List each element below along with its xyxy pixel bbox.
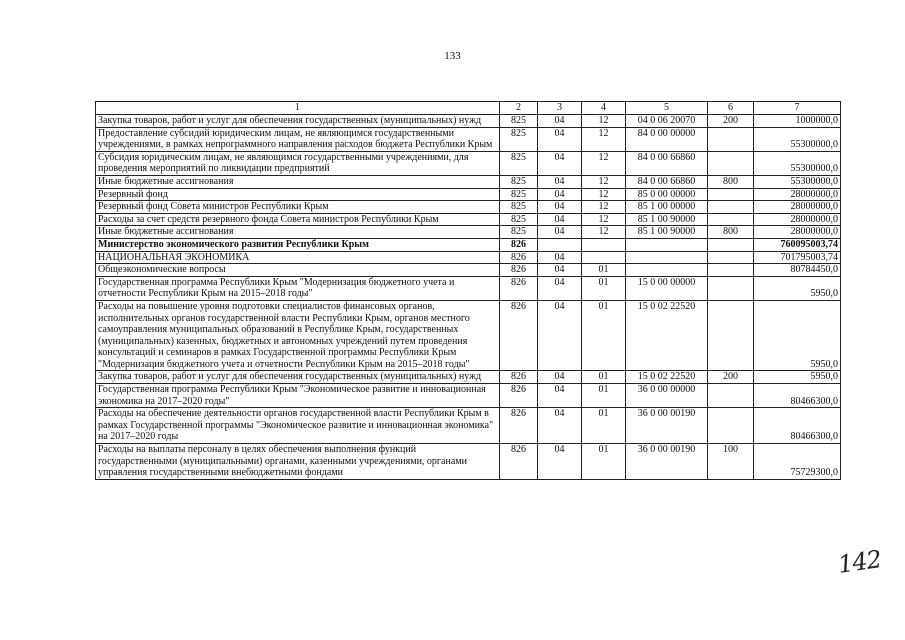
amount: 28000000,0 xyxy=(754,201,841,214)
row-name: Закупка товаров, работ и услуг для обеспечения государственных (муниципальных) нужд xyxy=(96,371,500,384)
amount: 55300000,0 xyxy=(754,175,841,188)
table-row xyxy=(96,276,841,300)
row-name: Расходы на обеспечение деятельности органов государственной власти Республики Крым в рамках Государственной программы "Экономическое развитие и инновационная экономика" на 2017–2020 годы xyxy=(96,408,500,444)
section-code: 04 xyxy=(538,276,582,300)
admin-code: 826 xyxy=(500,251,538,264)
table-row xyxy=(96,115,841,128)
expense-type-code: 800 xyxy=(708,226,754,239)
expense-type-code: 800 xyxy=(708,175,754,188)
section-code: 04 xyxy=(538,201,582,214)
admin-code: 826 xyxy=(500,276,538,300)
expense-type-code: 200 xyxy=(708,371,754,384)
target-article-code: 04 0 06 20070 xyxy=(626,115,708,128)
table-row xyxy=(96,175,841,188)
target-article-code xyxy=(626,251,708,264)
expense-type-code xyxy=(708,408,754,444)
column-header: 5 xyxy=(626,102,708,115)
amount: 75729300,0 xyxy=(754,444,841,480)
subsection-code: 01 xyxy=(582,276,626,300)
table-row xyxy=(96,300,841,371)
admin-code: 825 xyxy=(500,188,538,201)
subsection-code: 12 xyxy=(582,151,626,175)
amount: 701795003,74 xyxy=(754,251,841,264)
row-name: Общеэкономические вопросы xyxy=(96,264,500,277)
target-article-code: 85 1 00 90000 xyxy=(626,213,708,226)
table-row xyxy=(96,213,841,226)
row-name: НАЦИОНАЛЬНАЯ ЭКОНОМИКА xyxy=(96,251,500,264)
table-row xyxy=(96,201,841,214)
expense-type-code xyxy=(708,300,754,371)
admin-code: 825 xyxy=(500,151,538,175)
expense-type-code xyxy=(708,213,754,226)
row-name: Расходы на повышение уровня подготовки специалистов финансовых органов, исполнительных органов государственной власти Республики Крым, органов местного самоуправления муниципальных образований в Республике Крым, государственных (муниципальных) казенных, бюджетных и автономных учреждений путем проведения консультаций и семинаров в рамках Государственной программы Республики Крым "Модернизация бюджетного учета и отчетности Республики Крым на 2015–2018 годы" xyxy=(96,300,500,371)
target-article-code: 84 0 00 00000 xyxy=(626,127,708,151)
subsection-code: 12 xyxy=(582,115,626,128)
row-name: Иные бюджетные ассигнования xyxy=(96,175,500,188)
amount: 5950,0 xyxy=(754,276,841,300)
table-row xyxy=(96,251,841,264)
amount: 28000000,0 xyxy=(754,226,841,239)
section-code: 04 xyxy=(538,175,582,188)
target-article-code: 85 0 00 00000 xyxy=(626,188,708,201)
expense-type-code xyxy=(708,276,754,300)
column-header: 6 xyxy=(708,102,754,115)
section-code: 04 xyxy=(538,226,582,239)
subsection-code: 12 xyxy=(582,188,626,201)
table-row xyxy=(96,127,841,151)
admin-code: 825 xyxy=(500,226,538,239)
expense-type-code xyxy=(708,127,754,151)
admin-code: 826 xyxy=(500,300,538,371)
expense-type-code xyxy=(708,384,754,408)
subsection-code: 01 xyxy=(582,264,626,277)
expense-type-code xyxy=(708,251,754,264)
budget-table xyxy=(95,101,841,480)
expense-type-code xyxy=(708,238,754,251)
subsection-code: 01 xyxy=(582,444,626,480)
section-code: 04 xyxy=(538,188,582,201)
section-code: 04 xyxy=(538,264,582,277)
table-row xyxy=(96,384,841,408)
section-code: 04 xyxy=(538,127,582,151)
section-code: 04 xyxy=(538,408,582,444)
section-code: 04 xyxy=(538,384,582,408)
row-name: Закупка товаров, работ и услуг для обеспечения государственных (муниципальных) нужд xyxy=(96,115,500,128)
section-code: 04 xyxy=(538,151,582,175)
admin-code: 826 xyxy=(500,264,538,277)
expense-type-code xyxy=(708,264,754,277)
page-number: 133 xyxy=(444,50,461,62)
expense-type-code: 200 xyxy=(708,115,754,128)
section-code: 04 xyxy=(538,444,582,480)
row-name: Резервный фонд xyxy=(96,188,500,201)
amount: 80466300,0 xyxy=(754,408,841,444)
handwritten-page-number: 142 xyxy=(836,545,883,579)
admin-code: 825 xyxy=(500,213,538,226)
section-code: 04 xyxy=(538,115,582,128)
amount: 5950,0 xyxy=(754,300,841,371)
admin-code: 825 xyxy=(500,127,538,151)
admin-code: 826 xyxy=(500,408,538,444)
subsection-code: 12 xyxy=(582,213,626,226)
table-row xyxy=(96,188,841,201)
section-code: 04 xyxy=(538,251,582,264)
target-article-code: 15 0 02 22520 xyxy=(626,371,708,384)
subsection-code: 01 xyxy=(582,300,626,371)
table-row xyxy=(96,371,841,384)
subsection-code xyxy=(582,238,626,251)
section-code: 04 xyxy=(538,371,582,384)
row-name: Расходы за счет средств резервного фонда Совета министров Республики Крым xyxy=(96,213,500,226)
section-code: 04 xyxy=(538,300,582,371)
section-code: 04 xyxy=(538,213,582,226)
amount: 55300000,0 xyxy=(754,151,841,175)
expense-type-code xyxy=(708,188,754,201)
table-row xyxy=(96,408,841,444)
column-header: 2 xyxy=(500,102,538,115)
table-row xyxy=(96,151,841,175)
amount: 80466300,0 xyxy=(754,384,841,408)
row-name: Предоставление субсидий юридическим лицам, не являющимся государственными учреждениями, в рамках непрограммного направления расходов бюджета Республики Крым xyxy=(96,127,500,151)
row-name: Субсидия юридическим лицам, не являющимся государственными учреждениями, для проведения мероприятий по ликвидации предприятий xyxy=(96,151,500,175)
target-article-code: 85 1 00 00000 xyxy=(626,201,708,214)
table-row xyxy=(96,238,841,251)
amount: 1000000,0 xyxy=(754,115,841,128)
column-header: 1 xyxy=(96,102,500,115)
target-article-code: 36 0 00 00190 xyxy=(626,444,708,480)
target-article-code: 84 0 00 66860 xyxy=(626,175,708,188)
subsection-code: 12 xyxy=(582,127,626,151)
section-code xyxy=(538,238,582,251)
target-article-code: 84 0 00 66860 xyxy=(626,151,708,175)
subsection-code: 01 xyxy=(582,408,626,444)
table-row xyxy=(96,264,841,277)
column-header: 3 xyxy=(538,102,582,115)
target-article-code: 36 0 00 00190 xyxy=(626,408,708,444)
row-name: Министерство экономического развития Республики Крым xyxy=(96,238,500,251)
amount: 5950,0 xyxy=(754,371,841,384)
amount: 55300000,0 xyxy=(754,127,841,151)
target-article-code: 15 0 00 00000 xyxy=(626,276,708,300)
row-name: Резервный фонд Совета министров Республики Крым xyxy=(96,201,500,214)
header-row xyxy=(96,102,841,115)
row-name: Государственная программа Республики Крым "Модернизация бюджетного учета и отчетности Республики Крым на 2015–2018 годы" xyxy=(96,276,500,300)
amount: 28000000,0 xyxy=(754,213,841,226)
subsection-code: 01 xyxy=(582,384,626,408)
target-article-code: 15 0 02 22520 xyxy=(626,300,708,371)
amount: 760095003,74 xyxy=(754,238,841,251)
target-article-code xyxy=(626,238,708,251)
column-header: 7 xyxy=(754,102,841,115)
target-article-code: 85 1 00 90000 xyxy=(626,226,708,239)
target-article-code: 36 0 00 00000 xyxy=(626,384,708,408)
subsection-code: 12 xyxy=(582,226,626,239)
subsection-code xyxy=(582,251,626,264)
subsection-code: 01 xyxy=(582,371,626,384)
table-row xyxy=(96,226,841,239)
admin-code: 825 xyxy=(500,175,538,188)
admin-code: 825 xyxy=(500,201,538,214)
admin-code: 825 xyxy=(500,115,538,128)
admin-code: 826 xyxy=(500,371,538,384)
admin-code: 826 xyxy=(500,238,538,251)
column-header: 4 xyxy=(582,102,626,115)
target-article-code xyxy=(626,264,708,277)
expense-type-code xyxy=(708,201,754,214)
subsection-code: 12 xyxy=(582,175,626,188)
admin-code: 826 xyxy=(500,384,538,408)
expense-type-code: 100 xyxy=(708,444,754,480)
table-row xyxy=(96,444,841,480)
amount: 28000000,0 xyxy=(754,188,841,201)
expense-type-code xyxy=(708,151,754,175)
row-name: Государственная программа Республики Крым "Экономическое развитие и инновационная экономика на 2017–2020 годы" xyxy=(96,384,500,408)
subsection-code: 12 xyxy=(582,201,626,214)
row-name: Иные бюджетные ассигнования xyxy=(96,226,500,239)
row-name: Расходы на выплаты персоналу в целях обеспечения выполнения функций государственными (муниципальными) органами, казенными учреждениями, органами управления государственными внебюджетными фондами xyxy=(96,444,500,480)
admin-code: 826 xyxy=(500,444,538,480)
amount: 80784450,0 xyxy=(754,264,841,277)
